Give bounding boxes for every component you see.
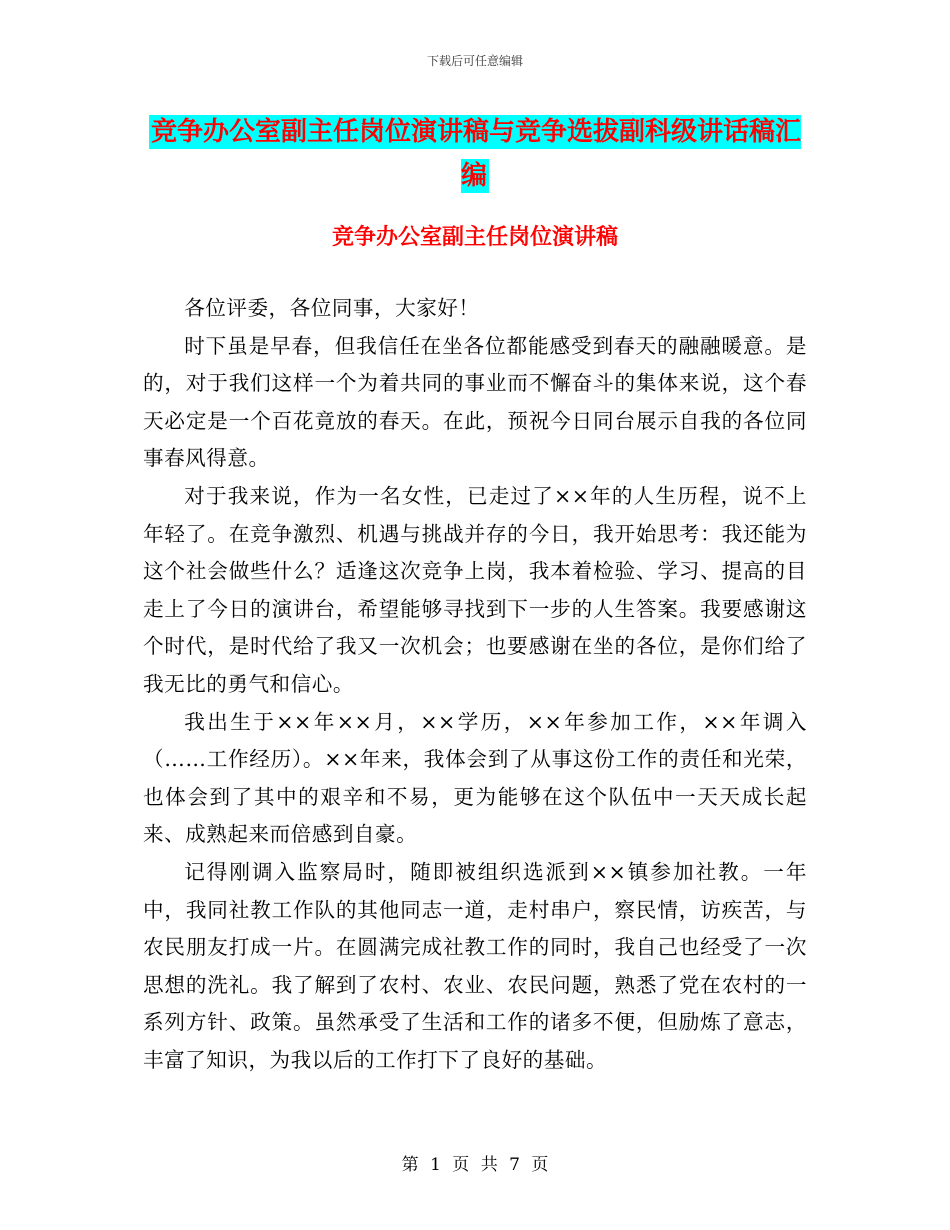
section-title: 竞争办公室副主任岗位演讲稿 bbox=[331, 224, 618, 250]
header-note: 下载后可任意编辑 bbox=[426, 54, 523, 68]
paragraph: 时下虽是早春，但我信任在坐各位都能感受到春天的融融暖意。是的，对于我们这样一个为着共同的事业而不懈奋斗的集体来说，这个春天必定是一个百花竟放的春天。在此，预祝今日同台展示自我的各位同事春风得意。 bbox=[143, 333, 807, 471]
paragraph: 记得刚调入监察局时，随即被组织选派到××镇参加社教。一年中，我同社教工作队的其他同志一道，走村串户，察民情，访疾苦，与农民朋友打成一片。在圆满完成社教工作的同时，我自己也经受了一次思想的洗礼。我了解到了农村、农业、农民问题，熟悉了党在农村的一系列方针、政策。虽然承受了生活和工作的诸多不便，但励炼了意志，丰富了知识，为我以后的工作打下了良好的基础。 bbox=[143, 859, 807, 1072]
document-body bbox=[143, 290, 807, 1079]
paragraph: 对于我来说，作为一名女性，已走过了××年的人生历程，说不上年轻了。在竞争激烈、机遇与挑战并存的今日，我开始思考：我还能为这个社会做些什么？适逢这次竞争上岗，我本着检验、学习、提高的目走上了今日的演讲台，希望能够寻找到下一步的人生答案。我要感谢这个时代，是时代给了我又一次机会；也要感谢在坐的各位，是你们给了我无比的勇气和信心。 bbox=[143, 483, 807, 696]
paragraph: 我出生于××年××月，××学历，××年参加工作，××年调入（……工作经历）。××年来，我体会到了从事这份工作的责任和光荣，也体会到了其中的艰辛和不易，更为能够在这个队伍中一天天成长起来、成熟起来而倍感到自豪。 bbox=[143, 709, 807, 847]
paragraph-greeting: 各位评委，各位同事，大家好！ bbox=[184, 296, 480, 320]
page-number: 第 1 页 共 7 页 bbox=[401, 1155, 549, 1175]
document-title bbox=[140, 110, 810, 198]
document-title-text: 竞争办公室副主任岗位演讲稿与竞争选拔副科级讲话稿汇编 bbox=[150, 117, 801, 191]
